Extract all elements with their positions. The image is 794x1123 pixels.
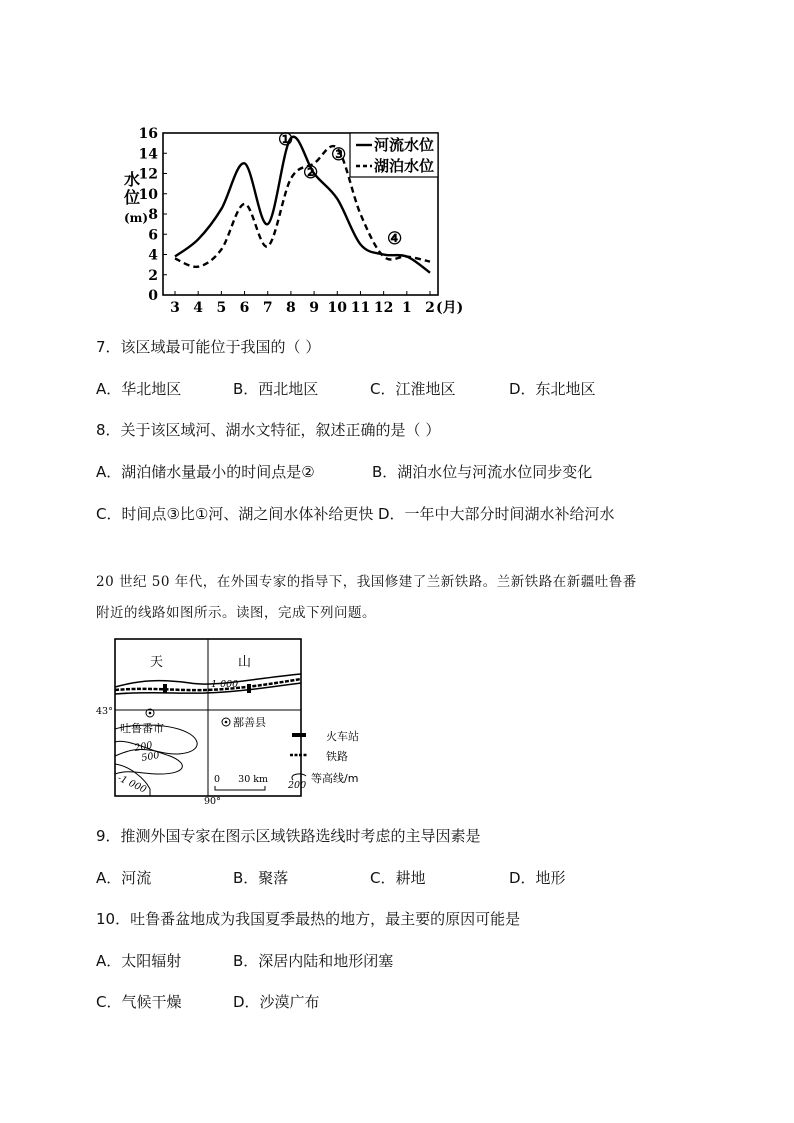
- y-tick-label: 0: [148, 288, 158, 304]
- q7-option-d[interactable]: D．东北地区: [509, 380, 596, 398]
- x-tick-label: 3: [170, 300, 180, 316]
- legend-station-symbol: [292, 733, 306, 737]
- x-tick-label: 9: [309, 300, 319, 316]
- legend-rail-label: 铁路: [326, 750, 348, 763]
- q10-option-d[interactable]: D．沙漠广布: [233, 993, 320, 1011]
- x-tick-label: 5: [216, 300, 227, 316]
- label-scale: 0 30 km: [214, 774, 269, 785]
- y-tick-label: 4: [148, 247, 158, 264]
- label-shanshan: 鄯善县: [233, 716, 266, 729]
- annotation-marker: ②: [303, 163, 319, 183]
- water-level-chart: [110, 120, 470, 325]
- label-shan: 山: [238, 655, 252, 670]
- legend-contour-value: 200: [288, 780, 307, 791]
- x-tick-label: 4: [193, 300, 204, 316]
- q7-option-c[interactable]: C．江淮地区: [370, 380, 456, 398]
- q7-option-b[interactable]: B．西北地区: [233, 380, 319, 398]
- question-7: 7．该区域最可能位于我国的（ ）: [96, 338, 321, 356]
- x-tick-label: 11: [350, 300, 371, 316]
- label-tian: 天: [150, 655, 164, 670]
- q8-option-d[interactable]: D．一年中大部分时间湖水补给河水: [378, 505, 615, 523]
- passage-line-1: 20 世纪 50 年代，在外国专家的指导下，我国修建了兰新铁路。兰新铁路在新疆吐鲁番: [96, 574, 637, 590]
- q7-option-a[interactable]: A．华北地区: [96, 380, 182, 398]
- y-tick-label: 2: [148, 267, 158, 284]
- label-500: 500: [140, 749, 161, 764]
- y-tick-label: 12: [138, 166, 158, 183]
- railway-station-2: [247, 684, 251, 693]
- q8-option-a[interactable]: A．湖泊储水量最小的时间点是②: [96, 463, 315, 481]
- label-200: 200: [133, 739, 154, 754]
- q9-option-c[interactable]: C．耕地: [370, 869, 426, 887]
- label-43: 43°: [96, 706, 113, 717]
- x-unit-label: (月): [436, 300, 464, 316]
- passage-line-2: 附近的线路如图所示。读图，完成下列问题。: [96, 605, 376, 621]
- legend-label: 河流水位: [374, 136, 435, 154]
- q10-option-b[interactable]: B．深居内陆和地形闭塞: [233, 952, 394, 970]
- x-tick-label: 1: [401, 300, 412, 316]
- q10-option-a[interactable]: A．太阳辐射: [96, 952, 182, 970]
- q9-option-b[interactable]: B．聚落: [233, 869, 289, 887]
- y-tick-label: 10: [138, 186, 158, 203]
- x-tick-label: 2: [425, 300, 435, 316]
- legend-station-label: 火车站: [326, 730, 359, 743]
- railway-station-1: [163, 684, 167, 693]
- turpan-railway-map: [90, 634, 380, 809]
- question-8: 8．关于该区域河、湖水文特征，叙述正确的是（ ）: [96, 421, 441, 439]
- legend-contour-label: 等高线/m: [311, 772, 359, 785]
- annotation-marker: ④: [387, 229, 403, 249]
- label-contour-1000: 1 000: [211, 679, 239, 690]
- q10-option-c[interactable]: C．气候干燥: [96, 993, 182, 1011]
- q9-option-d[interactable]: D．地形: [509, 869, 566, 887]
- y-tick-label: 14: [138, 146, 158, 163]
- q8-option-c[interactable]: C．时间点③比①河、湖之间水体补给更快: [96, 505, 374, 523]
- y-tick-label: 6: [148, 227, 158, 244]
- question-10: 10．吐鲁番盆地成为我国夏季最热的地方，最主要的原因可能是: [96, 910, 521, 928]
- q9-option-a[interactable]: A．河流: [96, 869, 152, 887]
- x-tick-label: 12: [373, 300, 394, 316]
- y-tick-label: 16: [138, 126, 158, 142]
- label-1000-low: -1 000: [115, 772, 148, 796]
- y-axis-label: 位: [124, 188, 141, 207]
- label-turpan: 吐鲁番市: [120, 722, 164, 735]
- x-tick-label: 6: [239, 300, 250, 316]
- label-90: 90°: [204, 796, 221, 807]
- x-tick-label: 10: [327, 300, 348, 316]
- x-tick-label: 8: [286, 300, 296, 316]
- y-axis-label: 水: [124, 170, 141, 189]
- question-9: 9．推测外国专家在图示区域铁路选线时考虑的主导因素是: [96, 827, 481, 845]
- annotation-marker: ①: [278, 130, 294, 150]
- y-axis-label: (m): [124, 211, 149, 225]
- legend-label: 湖泊水位: [374, 157, 435, 175]
- q8-option-b[interactable]: B．湖泊水位与河流水位同步变化: [372, 463, 593, 481]
- x-tick-label: 7: [262, 300, 273, 316]
- annotation-marker: ③: [331, 145, 347, 165]
- y-tick-label: 8: [148, 207, 158, 223]
- scale-bar: [215, 786, 265, 790]
